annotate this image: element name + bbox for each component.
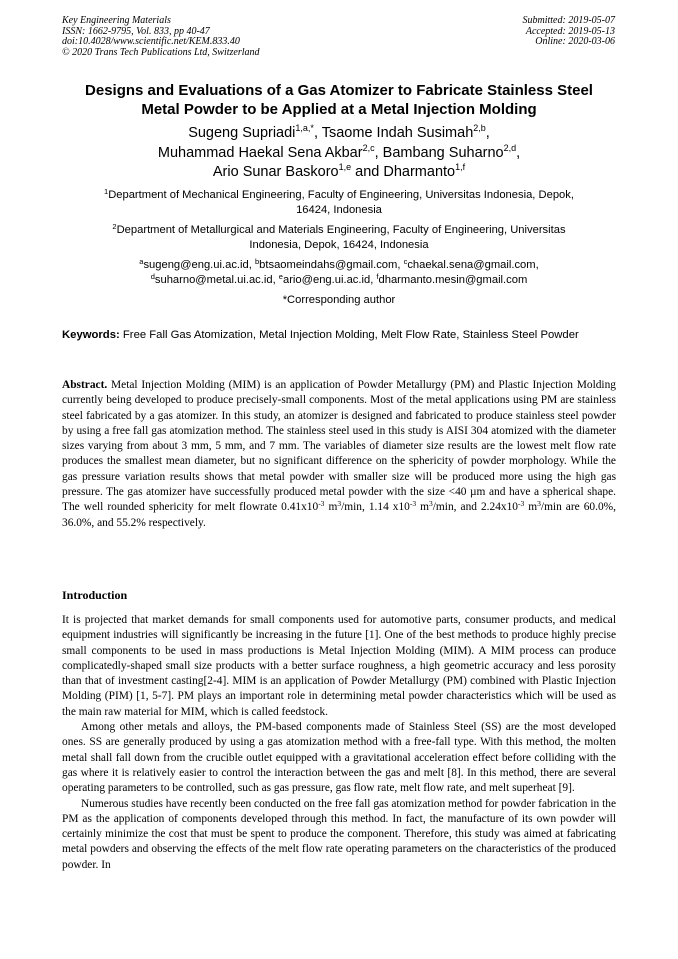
- unit-power: 3: [429, 499, 433, 509]
- abstract: [62, 378, 616, 531]
- author-separator: ,: [313, 125, 322, 141]
- publication-dates: [523, 16, 616, 48]
- affiliation-text: Department of Mechanical Engineering, Faculty of Engineering, Universitas Indonesia, Depok,: [108, 189, 574, 201]
- unit: m: [324, 501, 338, 514]
- author-affiliation-mark: 2,b: [473, 123, 486, 133]
- author-name: Sugeng Supriadi: [188, 125, 296, 141]
- accepted-date: Accepted: 2019-05-13: [525, 25, 615, 37]
- author-separator: and: [351, 164, 384, 180]
- email-separator: ,: [370, 274, 377, 286]
- email-separator: ,: [397, 259, 404, 271]
- unit-suffix: /min,: [341, 501, 369, 514]
- email-mark: e: [278, 272, 283, 281]
- journal-info: [62, 16, 260, 58]
- affiliation-2: [62, 223, 616, 253]
- submitted-date: Submitted: 2019-05-07: [522, 15, 615, 26]
- unit: m: [416, 501, 430, 514]
- email-separator: ,: [248, 259, 255, 271]
- journal-name: Key Engineering Materials: [62, 15, 171, 26]
- author-name: Tsaome Indah Susimah: [321, 125, 474, 141]
- author-name: Ario Sunar Baskoro: [212, 164, 339, 180]
- exponent: -3: [518, 499, 525, 509]
- author-list: [62, 124, 616, 183]
- affiliation-number: 1: [104, 187, 109, 196]
- email-address[interactable]: chaekal.sena@gmail.com: [407, 259, 536, 271]
- unit-suffix: /min, and: [432, 501, 481, 514]
- author-separator: ,: [516, 144, 521, 161]
- author-affiliation-mark: 1,a,*: [295, 123, 314, 133]
- email-mark: c: [403, 257, 408, 266]
- introduction-heading: Introduction: [62, 588, 128, 602]
- online-date: Online: 2020-03-06: [535, 36, 615, 47]
- flowrate-value: 2.24x10: [480, 501, 519, 514]
- email-separator: ,: [535, 259, 539, 271]
- title-line-2: Metal Powder to be Applied at a Metal Injection Molding: [141, 101, 537, 118]
- abstract-ending: /min are 60.0%, 36.0%, and 55.2% respectively.: [62, 501, 616, 529]
- flowrate-value: 1.14 x10: [368, 501, 410, 514]
- exponent: -3: [318, 499, 325, 509]
- paragraph: It is projected that market demands for small components used for automotive parts, consumer products, and medical equipment industries will significantly be increasing in the future [1]. One of the best methods to produce highly precise small components to be used in mass productions is Metal Injection Molding (MIM). A MIM process can produce complicatedly-shaped small size products with a better surface roughness, a high geometric accuracy and less porosity than that of investment casting[2-4]. MIM is an application of Powder Metallurgy (PM) combined with Plastic Injection Molding (PIM) [1, 5-7]. PM plays an important role in determining metal powder characteristics which will be used as the main raw material for MIM, which is called feedstock.: [62, 614, 616, 718]
- unit-power: 3: [337, 499, 342, 509]
- email-address[interactable]: dharmanto.mesin@gmail.com: [378, 274, 528, 286]
- keywords: [62, 328, 616, 343]
- abstract-paragraph: [62, 378, 616, 531]
- author-name: Bambang Suharno: [382, 144, 504, 161]
- email-mark: a: [139, 257, 144, 266]
- affiliation-text: 16424, Indonesia: [296, 204, 382, 216]
- affiliation-1: [62, 188, 616, 218]
- paragraph: Numerous studies have recently been conducted on the free fall gas atomization method for powder fabrication in the PM as the application of components developed through this method. In fact, the manufacture of its own powder will certainly minimize the cost that must be spent to produce the component. Therefore, this study was aimed at fabricating metal powders and observing the effects of the melt flow rate operating parameters on the characteristics of the produced powder. In: [62, 797, 616, 871]
- unit: m: [524, 501, 538, 514]
- author-affiliation-mark: 1,e: [338, 162, 352, 172]
- keywords-label: Keywords:: [62, 329, 120, 341]
- author-name: Muhammad Haekal Sena Akbar: [157, 144, 363, 161]
- affiliation-number: 2: [112, 222, 117, 231]
- email-mark: b: [254, 257, 260, 266]
- introduction-body: [62, 613, 616, 873]
- email-mark: d: [150, 272, 155, 281]
- abstract-label: Abstract.: [62, 379, 108, 391]
- author-affiliation-mark: 2,c: [362, 142, 375, 153]
- keywords-text: Free Fall Gas Atomization, Metal Injection Molding, Melt Flow Rate, Stainless Steel Powder: [122, 329, 579, 341]
- flowrate-value: 0.41x10: [281, 501, 319, 514]
- issn: ISSN: 1662-9795, Vol. 833, pp 40-47: [62, 25, 210, 37]
- author-separator: ,: [485, 125, 490, 141]
- paper-title: [62, 81, 616, 119]
- email-address[interactable]: sugeng@eng.ui.ac.id: [143, 259, 249, 271]
- author-separator: ,: [374, 144, 383, 161]
- abstract-text: Metal Injection Molding (MIM) is an application of Powder Metallurgy (PM) and Plastic Injection Molding currently being developed to produce precisely-small components. Most of the metal applications using PM are stainless steel fabricated by a gas atomizer. In this study, an atomizer is designed and fabricated to produce stainless steel powder by using a free fall gas atomization method. The stainless steel used in this study is AISI 304 atomized with the diameter sizes varying from about 3 mm, 5 mm, and 7 mm. The variables of diameter size results are the lowest melt flow rate produces the smallest mean diameter, but no significant difference on the sphericity of powder morphology. While the gas pressure variation results shows that metal powder with smaller size will be produced more using the high gas pressure. The gas atomizer have successfully produced metal powder with the size <40 µm and have a spherical shape. The well rounded sphericity for melt flowrate: [62, 379, 616, 514]
- author-affiliation-mark: 1,f: [455, 162, 466, 172]
- author-affiliation-mark: 2,d: [503, 142, 517, 153]
- paragraph: Among other metals and alloys, the PM-based components made of Stainless Steel (SS) are the most developed ones. SS are generally produced by using a gas atomization method with a free-fall type. With this method, the molten metal shall fall down from the crucible outlet equipped with a gravitational acceleration effect before colliding with the gas where it is relatively easier to control the interaction between the gas and melt [8]. In this method, there are several operating parameters to be controlled, such as gas pressure, gas flow rate, melt flow rate, and melt superheat [9].: [62, 721, 616, 795]
- email-address[interactable]: suharno@metal.ui.ac.id: [154, 274, 273, 286]
- doi[interactable]: doi:10.4028/www.scientific.net/KEM.833.40: [62, 36, 240, 47]
- email-separator: ,: [272, 274, 279, 286]
- author-name: Dharmanto: [383, 164, 456, 180]
- corresponding-author-note: *Corresponding author: [282, 294, 396, 306]
- copyright: © 2020 Trans Tech Publications Ltd, Switzerland: [62, 46, 260, 58]
- exponent: -3: [409, 499, 417, 509]
- unit-power: 3: [537, 499, 541, 509]
- author-emails: [62, 258, 616, 288]
- email-mark: f: [376, 272, 379, 281]
- email-address[interactable]: ario@eng.ui.ac.id: [282, 274, 371, 286]
- affiliation-text: Department of Metallurgical and Materials Engineering, Faculty of Engineering, Universitas: [116, 224, 566, 236]
- affiliation-text: Indonesia, Depok, 16424, Indonesia: [249, 239, 429, 251]
- email-address[interactable]: btsaomeindahs@gmail.com: [259, 259, 398, 271]
- title-line-1: Designs and Evaluations of a Gas Atomizer to Fabricate Stainless Steel: [85, 82, 593, 99]
